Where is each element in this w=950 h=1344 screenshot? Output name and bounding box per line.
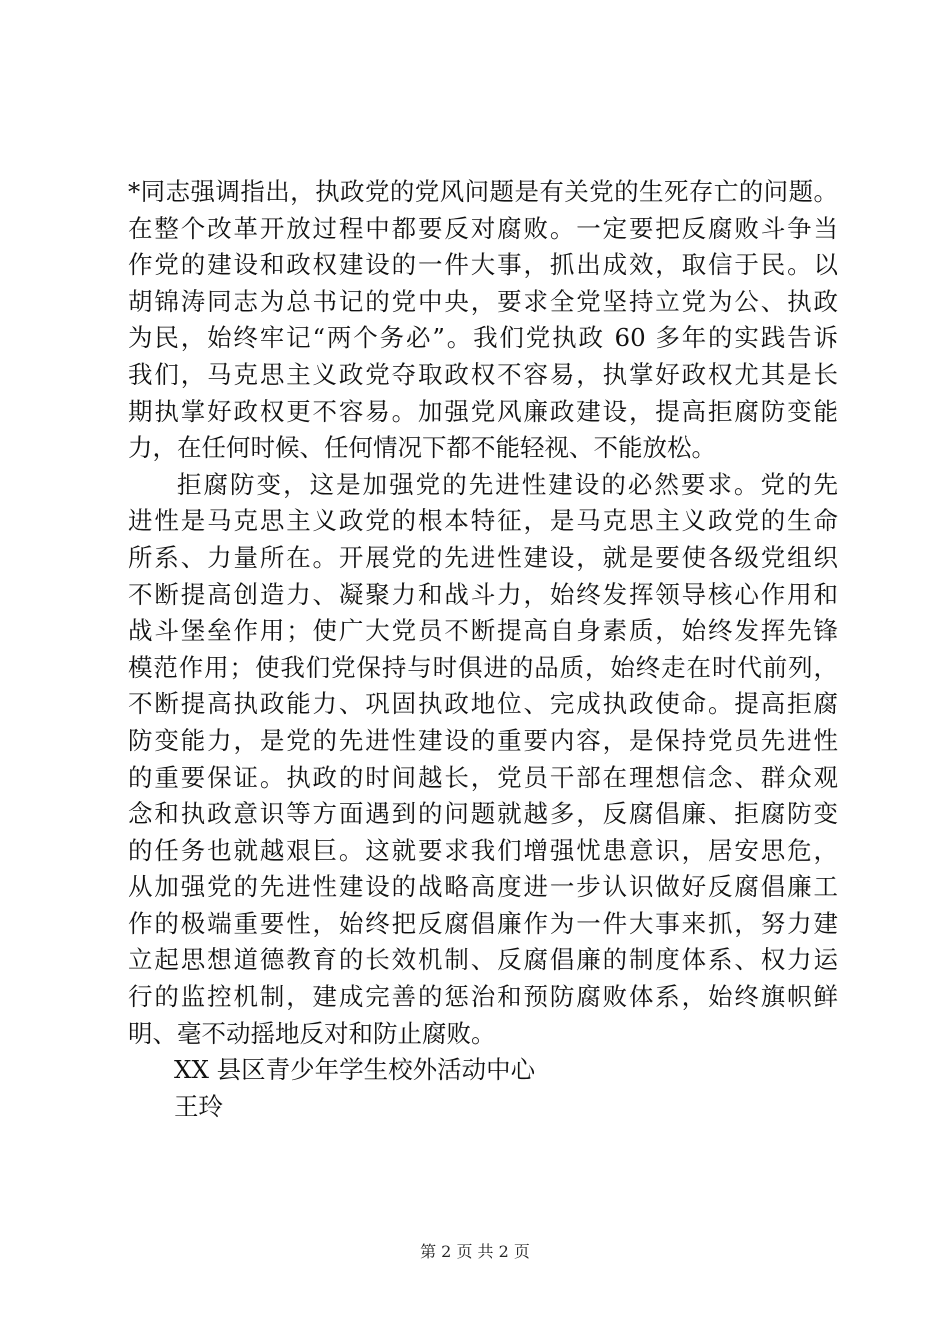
- text-line: 的任务也就越艰巨。这就要求我们增强忧患意识，居安思危，: [128, 835, 838, 865]
- text-line: 力，在任何时候、任何情况下都不能轻视、不能放松。: [128, 433, 716, 463]
- signature-name: 王玲: [174, 1091, 223, 1121]
- paragraph-2: [128, 467, 838, 1053]
- paragraph-1: [128, 174, 838, 467]
- text-line: *同志强调指出，执政党的党风问题是有关党的生死存亡的问题。: [128, 177, 838, 206]
- text-line: 明、毫不动摇地反对和防止腐败。: [128, 1018, 496, 1048]
- text-line: 作党的建设和政权建设的一件大事，抓出成效，取信于民。以: [128, 250, 838, 280]
- text-line: 胡锦涛同志为总书记的党中央，要求全党坚持立党为公、执政: [128, 286, 838, 316]
- text-line: 所系、力量所在。开展党的先进性建设，就是要使各级党组织: [128, 542, 838, 572]
- text-line: 我们，马克思主义政党夺取政权不容易，执掌好政权尤其是长: [128, 359, 838, 389]
- text-line: 拒腐防变，这是加强党的先进性建设的必然要求。党的先: [177, 469, 838, 499]
- text-line: 的重要保证。执政的时间越长，党员干部在理想信念、群众观: [128, 762, 838, 792]
- document-body: [128, 174, 838, 1125]
- text-line: 不断提高创造力、凝聚力和战斗力，始终发挥领导核心作用和: [128, 579, 838, 609]
- text-line: 战斗堡垒作用；使广大党员不断提高自身素质，始终发挥先锋: [128, 616, 838, 646]
- text-line: 作的极端重要性，始终把反腐倡廉作为一件大事来抓，努力建: [128, 908, 838, 938]
- text-line: 模范作用；使我们党保持与时俱进的品质，始终走在时代前列，: [128, 652, 838, 682]
- text-line: 行的监控机制，建成完善的惩治和预防腐败体系，始终旗帜鲜: [128, 982, 838, 1012]
- text-line: 立起思想道德教育的长效机制、反腐倡廉的制度体系、权力运: [128, 945, 838, 975]
- text-line: 念和执政意识等方面遇到的问题就越多，反腐倡廉、拒腐防变: [128, 799, 838, 829]
- text-line: 为民，始终牢记“两个务必”。我们党执政 60 多年的实践告诉: [128, 323, 838, 353]
- text-line: 在整个改革开放过程中都要反对腐败。一定要把反腐败斗争当: [128, 213, 838, 243]
- text-line: 进性是马克思主义政党的根本特征，是马克思主义政党的生命: [128, 506, 838, 536]
- page-number-footer: 第 2 页 共 2 页: [420, 1242, 530, 1261]
- text-line: 防变能力，是党的先进性建设的重要内容，是保持党员先进性: [128, 725, 838, 755]
- text-line: 期执掌好政权更不容易。加强党风廉政建设，提高拒腐防变能: [128, 396, 838, 426]
- text-line: 从加强党的先进性建设的战略高度进一步认识做好反腐倡廉工: [128, 872, 838, 902]
- signature-organization: XX 县区青少年学生校外活动中心: [174, 1055, 536, 1085]
- text-line: 不断提高执政能力、巩固执政地位、完成执政使命。提高拒腐: [128, 689, 838, 719]
